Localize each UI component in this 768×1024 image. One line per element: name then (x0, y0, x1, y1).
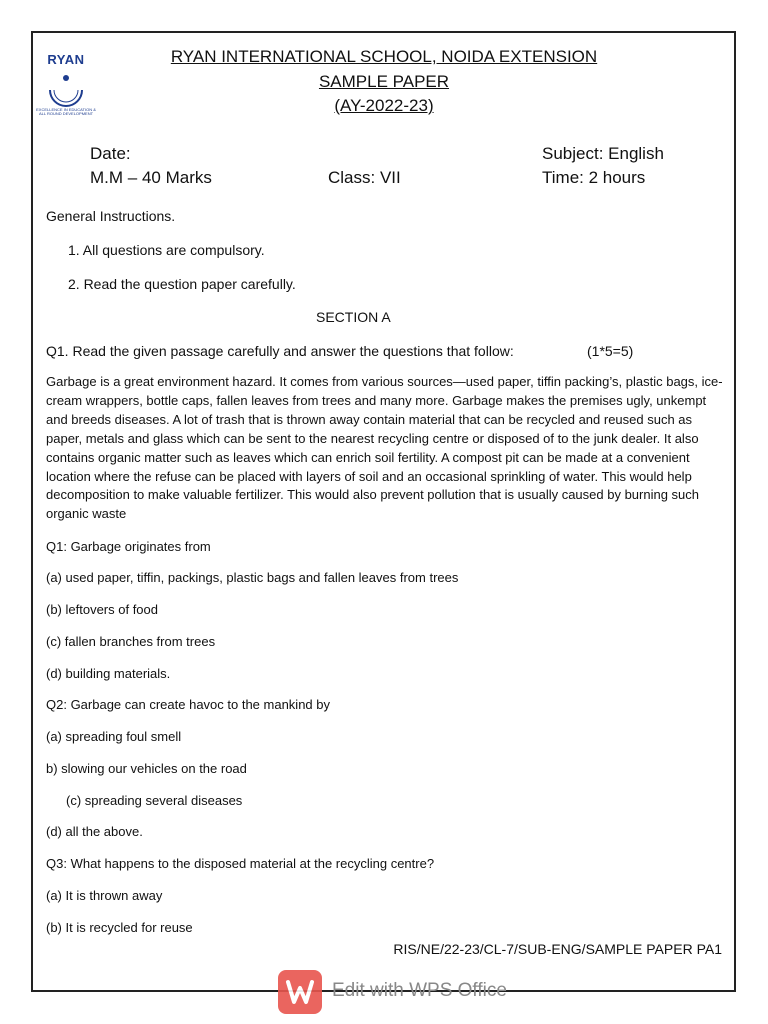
max-marks: M.M – 40 Marks (90, 168, 212, 187)
option-line: (b) leftovers of food (46, 602, 158, 617)
academic-year: (AY-2022-23) (334, 96, 434, 115)
logo-tagline: EXCELLENCE IN EDUCATION & ALL ROUND DEVELOPMENT (36, 107, 96, 116)
question-heading: Q1. Read the given passage carefully and answer the questions that follow: (46, 343, 514, 359)
question-line: Q3: What happens to the disposed material at the recycling centre? (46, 856, 435, 871)
instruction-item: 1. All questions are compulsory. (68, 242, 265, 258)
option-line: (a) used paper, tiffin, packings, plastic bags and fallen leaves from trees (46, 570, 459, 585)
instruction-item: 2. Read the question paper carefully. (68, 276, 296, 292)
logo-word: RYAN (47, 52, 85, 67)
wps-watermark-text: Edit with WPS Office (332, 980, 507, 1001)
date-label: Date: (90, 144, 131, 163)
option-line: (c) spreading several diseases (66, 793, 243, 808)
option-line: b) slowing our vehicles on the road (46, 761, 247, 776)
paper-title: SAMPLE PAPER (318, 72, 450, 91)
paper-reference-code: RIS/NE/22-23/CL-7/SUB-ENG/SAMPLE PAPER PA1 (393, 941, 722, 957)
wps-logo-icon (278, 970, 322, 1014)
section-title: SECTION A (316, 309, 391, 325)
option-line: (d) all the above. (46, 824, 143, 839)
option-line: (b) It is recycled for reuse (46, 920, 193, 935)
option-line: (d) building materials. (46, 666, 171, 681)
option-line: (c) fallen branches from trees (46, 634, 216, 649)
question-marks: (1*5=5) (587, 343, 634, 359)
option-line: (a) It is thrown away (46, 888, 163, 903)
subject-label: Subject: English (542, 144, 664, 163)
school-name: RYAN INTERNATIONAL SCHOOL, NOIDA EXTENSION (170, 47, 598, 66)
question-line: Q1: Garbage originates from (46, 539, 211, 554)
question-line: Q2: Garbage can create havoc to the mankind by (46, 697, 331, 712)
time-label: Time: 2 hours (542, 168, 646, 187)
class-label: Class: VII (328, 168, 401, 187)
reading-passage: Garbage is a great environment hazard. It comes from various sources—used paper, tiffin packing’s, plastic bags, ice-cream wrappers, bottle caps, fallen leaves from trees and many more. Garbage makes the premises ugly, unkempt and breeds diseases. A lot of trash that is thrown away contain material that can be recycled and reused such as paper, metals and glass which can be sent to the nearest recycling centre or disposed of to the junk dealer. It also contains organic matter such as leaves which can enrich soil fertility. A compost pit can be made at a convenient location where the refuse can be placed with layers of soil and an occasional sprinkling of water. This would help decomposition to make valuable fertilizer. This would also prevent pollution that is usually caused by burning such organic waste (46, 374, 723, 522)
option-line: (a) spreading foul smell (46, 729, 182, 744)
instructions-title: General Instructions. (46, 208, 176, 224)
